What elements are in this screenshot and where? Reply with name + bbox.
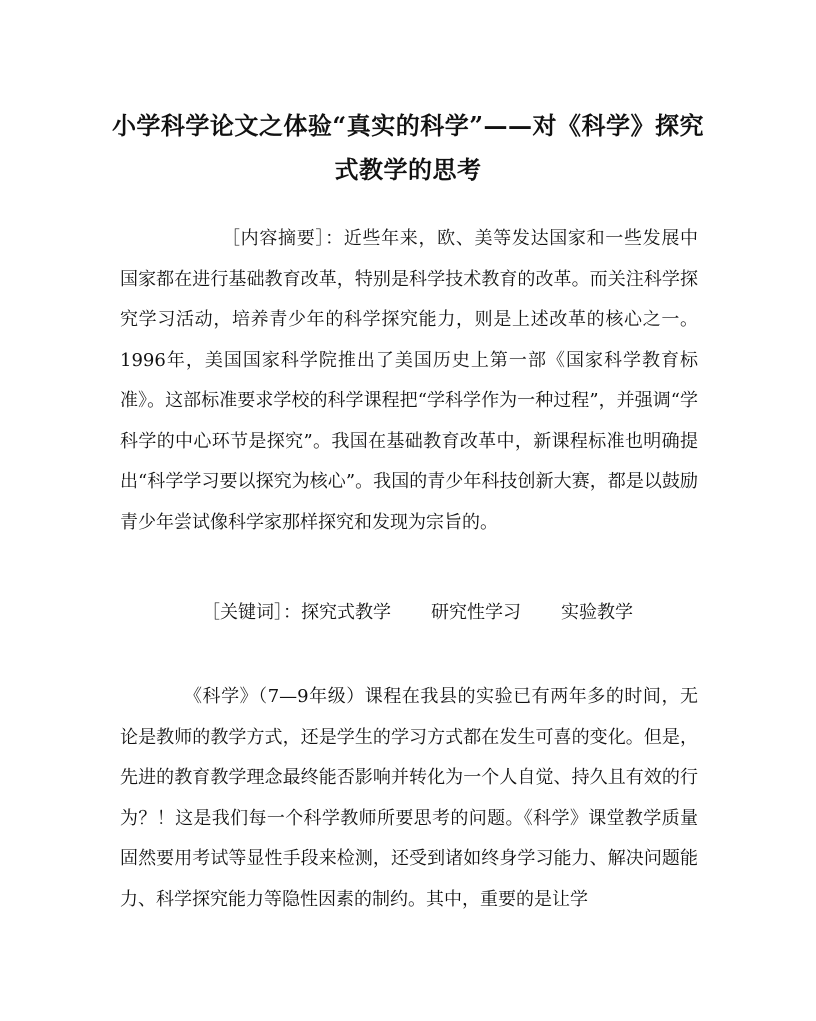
document-title: 小学科学论文之体验“真实的科学”——对《科学》探究式教学的思考 [111,111,705,184]
abstract-label: ［内容摘要］： [222,228,344,249]
abstract-paragraph [120,219,698,543]
keywords-line [202,593,702,633]
abstract-text: 近些年来，欧、美等发达国家和一些发展中国家都在进行基础教育改革，特别是科学技术教育的改革。而关注科学探究学习活动，培养青少年的科学探究能力，则是上述改革的核心之一。1996年，美国国家科学院推出了美国历史上第一部《国家科学教育标准》。这部标准要求学校的科学课程把“学科学作为一种过程”，并强调“学科学的中心环节是探究”。我国在基础教育改革中，新课程标准也明确提出“科学学习要以探究为核心”。我国的青少年科技创新大赛，都是以鼓励青少年尝试像科学家那样探究和发现为宗旨的。 [120,228,699,533]
keywords-label: ［关键词］： [202,602,301,623]
body-paragraph: 《科学》（7—9年级）课程在我县的实验已有两年多的时间，无论是教师的教学方式，还是学生的学习方式都在发生可喜的变化。但是，先进的教育教学理念最终能否影响并转化为一个人自觉、持久且有效的行为？！这是我们每一个科学教师所要思考的问题。《科学》课堂教学质量固然要用考试等显性手段来检测，还受到诸如终身学习能力、解决问题能力、科学探究能力等隐性因素的制约。其中，重要的是让学 [120,686,698,910]
keyword-item: 研究性学习 [431,602,521,623]
keyword-item: 实验教学 [561,602,633,623]
keyword-item: 探究式教学 [301,602,391,623]
